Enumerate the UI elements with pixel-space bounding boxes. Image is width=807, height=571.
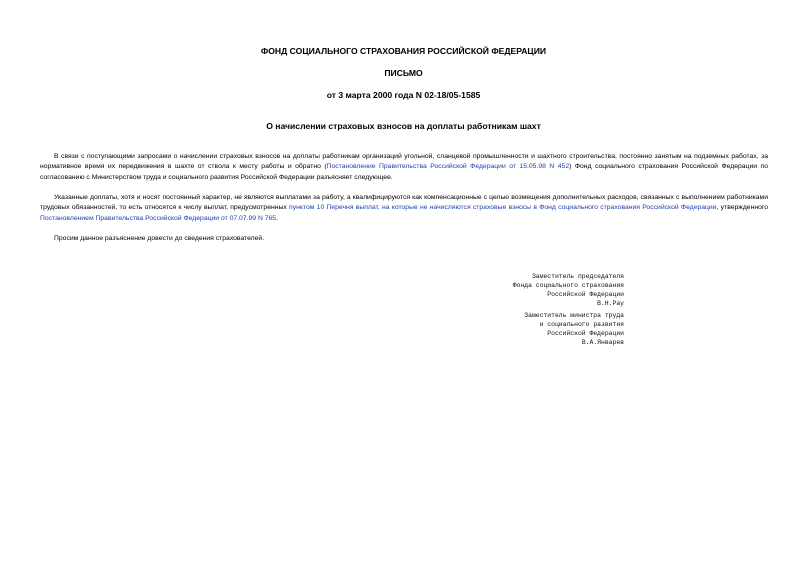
- paragraph-2-text-1: Указанные доплаты, хотя и носят постоянный характер, не являются выплатами за работу, а квалифицируются как компенсационные с целью возмещения дополнительных расходов, связанных с выполнением работниками трудовых обязанностей, то есть относятся к числу выплат, предусмотренных: [40, 194, 768, 212]
- paragraph-2-text-3: .: [276, 214, 278, 222]
- document-subject: О начислении страховых взносов на доплаты работникам шахт: [266, 121, 541, 131]
- link-resolution-452[interactable]: Постановление Правительства Российской Федерации от 15.05.98 N 452: [326, 163, 570, 171]
- link-payments-list-item-10[interactable]: пунктом 10 Перечня выплат, на которые не начисляются страховые взносы в Фонд социального страхования Российской Федерации: [289, 204, 717, 212]
- paragraph-3: [40, 234, 768, 244]
- paragraph-1: [40, 152, 768, 183]
- paragraph-3-text-1: Просим данное разъяснение довести до сведения страхователей.: [54, 235, 265, 242]
- paragraph-2-text-2: , утвержденного: [716, 204, 768, 212]
- signature-1-name: В.Н.Рау: [597, 299, 624, 307]
- organization-title: ФОНД СОЦИАЛЬНОГО СТРАХОВАНИЯ РОССИЙСКОЙ ФЕДЕРАЦИИ: [260, 46, 547, 56]
- signature-block-2: [460, 312, 624, 348]
- signature-block-1: [460, 273, 624, 309]
- signature-2-name: В.А.Январев: [581, 338, 624, 346]
- signature-1-position-line-1: Заместитель председателя: [531, 273, 624, 280]
- signature-2-position-line-2: и социального развития: [539, 320, 624, 328]
- paragraph-2: [40, 193, 768, 224]
- signature-2-position-line-1: Заместитель министра труда: [524, 312, 624, 319]
- paragraph-1-text-2: ) Фонд социального страхования Российской Федерации по согласованию с Министерством труда и социального развития Российской Федерации разъясняет следующее.: [40, 163, 768, 181]
- document-date-number: от 3 марта 2000 года N 02-18/05-1585: [326, 90, 481, 100]
- signature-1-position-line-3: Российской Федерации: [547, 290, 624, 298]
- signature-1-position-line-2: Фонда социального страхования: [512, 281, 624, 289]
- paragraph-1-text-1: В связи с поступающими запросами о начислении страховых взносов на доплаты работникам организаций угольной, сланцевой промышленности и шахтного строительства, постоянно занятым на подземных работах, за нормативное время их передвижения в шахте от ствола к месту работы и обратно (: [40, 153, 768, 171]
- signature-2-position-line-3: Российской Федерации: [547, 329, 624, 337]
- link-resolution-765[interactable]: Постановлением Правительства Российской Федерации от 07.07.99 N 765: [40, 214, 277, 222]
- document-type: ПИСЬМО: [384, 68, 423, 78]
